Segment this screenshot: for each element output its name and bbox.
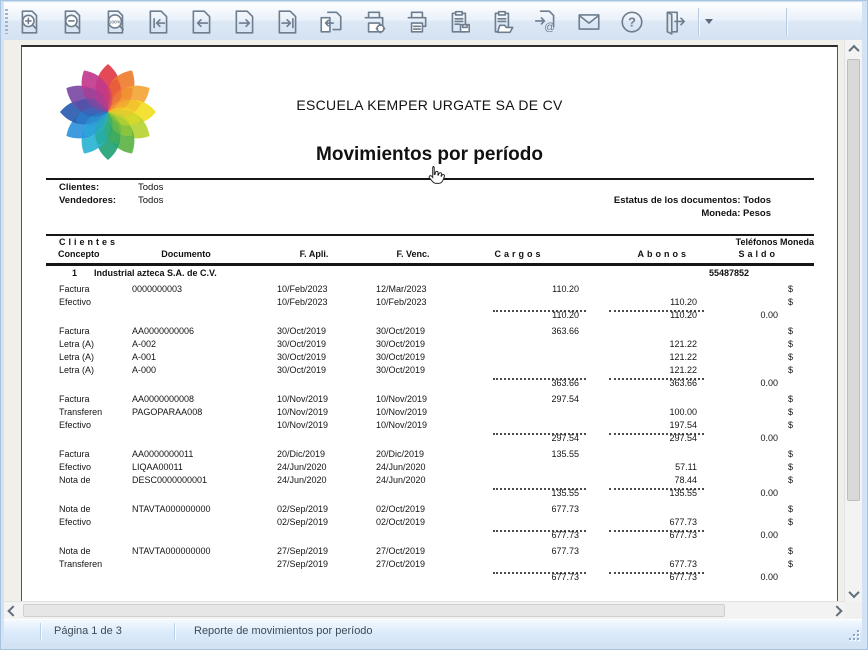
table-row — [22, 419, 837, 432]
subtotal-cargo: 110.20 — [552, 310, 579, 320]
row-documento: NTAVTA000000000 — [132, 546, 211, 556]
row-fecha-vencimiento: 10/Nov/2019 — [376, 407, 428, 417]
subtotal-saldo: 0.00 — [760, 530, 778, 540]
row-fecha-aplicacion: 27/Sep/2019 — [277, 559, 329, 569]
row-fecha-aplicacion: 10/Feb/2023 — [277, 284, 328, 294]
row-documento: AA0000000008 — [132, 394, 195, 404]
row-fecha-aplicacion: 20/Dic/2019 — [277, 449, 326, 459]
subtotal-row — [22, 529, 837, 542]
row-fecha-aplicacion: 02/Sep/2019 — [277, 504, 329, 514]
print-setup-button[interactable] — [354, 6, 394, 37]
help-button[interactable] — [612, 6, 652, 37]
svg-text:@: @ — [544, 21, 556, 34]
status-separator-2 — [174, 623, 175, 640]
row-moneda: $ — [787, 407, 793, 417]
row-fecha-aplicacion: 24/Jun/2020 — [277, 475, 327, 485]
row-documento: LIQAA00011 — [132, 462, 183, 472]
table-row — [22, 545, 837, 558]
subtotal-cargo: 135.55 — [551, 488, 579, 498]
vertical-scroll-thumb[interactable] — [847, 59, 860, 501]
subtotal-abono: 135.55 — [669, 488, 697, 498]
column-header-cargos: Cargos — [494, 249, 544, 259]
header-bottom-rule — [46, 263, 814, 266]
chevron-left-icon — [7, 605, 18, 616]
table-row — [22, 296, 837, 309]
subtotal-abono: 677.73 — [669, 530, 697, 540]
row-fecha-vencimiento: 02/Oct/2019 — [376, 517, 426, 527]
column-header-telefonos-moneda — [622, 237, 814, 247]
horizontal-scrollbar[interactable] — [4, 601, 845, 619]
send-document-button[interactable] — [526, 6, 566, 37]
subtotal-abono: 110.20 — [670, 310, 697, 320]
row-fecha-aplicacion: 10/Nov/2019 — [277, 420, 329, 430]
subtotal-row — [22, 309, 837, 322]
row-cargo: 297.54 — [551, 394, 579, 404]
row-fecha-vencimiento: 30/Oct/2019 — [376, 365, 426, 375]
row-moneda: $ — [787, 559, 793, 569]
row-fecha-aplicacion: 10/Feb/2023 — [277, 297, 328, 307]
estatus-filter: Estatus de los documentos: Todos — [613, 195, 771, 206]
zoom-out-button[interactable] — [53, 6, 93, 37]
row-abono: 677.73 — [669, 559, 697, 569]
table-row — [22, 474, 837, 487]
report-viewport — [4, 40, 862, 619]
last-page-button[interactable] — [268, 6, 308, 37]
row-moneda: $ — [787, 339, 793, 349]
row-abono: 121.22 — [669, 339, 697, 349]
row-fecha-aplicacion: 30/Oct/2019 — [277, 365, 327, 375]
scroll-down-button[interactable] — [845, 585, 862, 602]
row-moneda: $ — [787, 462, 793, 472]
row-moneda: $ — [787, 517, 793, 527]
row-abono: 100.00 — [669, 407, 697, 417]
table-row — [22, 503, 837, 516]
toolbar-separator-2 — [786, 8, 787, 35]
vendedores-label: Vendedores: — [59, 195, 117, 206]
table-row — [22, 558, 837, 571]
row-cargo: 135.55 — [551, 449, 579, 459]
row-fecha-vencimiento: 24/Jun/2020 — [376, 462, 426, 472]
row-fecha-aplicacion: 30/Oct/2019 — [277, 339, 327, 349]
chevron-down-icon — [848, 586, 859, 597]
subtotal-cargo: 677.73 — [551, 530, 579, 540]
exit-button[interactable] — [655, 6, 695, 37]
table-row — [22, 325, 837, 338]
table-row — [22, 516, 837, 529]
row-cargo: 363.66 — [551, 326, 579, 336]
status-report-description: Reporte de movimientos por período — [194, 625, 373, 637]
row-concepto: Nota de — [59, 546, 91, 556]
row-fecha-vencimiento: 27/Oct/2019 — [376, 559, 426, 569]
next-page-button[interactable] — [225, 6, 265, 37]
email-button[interactable] — [569, 6, 609, 37]
row-abono: 110.20 — [670, 297, 697, 307]
row-fecha-aplicacion: 24/Jun/2020 — [277, 462, 327, 472]
table-row — [22, 406, 837, 419]
row-documento: A-000 — [132, 365, 157, 375]
row-concepto: Factura — [59, 284, 90, 294]
clientes-value: Todos — [138, 182, 164, 193]
clientes-label: Clientes: — [59, 182, 100, 193]
row-fecha-vencimiento: 24/Jun/2020 — [376, 475, 426, 485]
row-fecha-aplicacion: 30/Oct/2019 — [277, 352, 327, 362]
row-moneda: $ — [787, 284, 793, 294]
row-fecha-vencimiento: 12/Mar/2023 — [376, 284, 427, 294]
row-fecha-vencimiento: 30/Oct/2019 — [376, 339, 426, 349]
toolbar-separator — [698, 8, 699, 35]
save-report-button[interactable] — [440, 6, 480, 37]
column-header-abonos: Abonos — [637, 249, 689, 259]
row-fecha-aplicacion: 10/Nov/2019 — [277, 407, 329, 417]
row-abono: 197.54 — [669, 420, 697, 430]
subtotal-saldo: 0.00 — [760, 488, 778, 498]
row-documento: NTAVTA000000000 — [132, 504, 211, 514]
row-concepto: Efectivo — [59, 517, 92, 527]
subtotal-row — [22, 487, 837, 500]
subtotal-row — [22, 571, 837, 584]
row-moneda: $ — [787, 352, 793, 362]
zoom-100-button[interactable] — [96, 6, 136, 37]
subtotal-saldo: 0.00 — [760, 572, 778, 582]
svg-text:?: ? — [628, 14, 636, 30]
row-concepto: Letra (A) — [59, 352, 95, 362]
group-number: 1 — [72, 268, 78, 278]
table-row — [22, 283, 837, 296]
column-header-f-apli: F. Apli. — [299, 249, 329, 259]
row-moneda: $ — [787, 326, 793, 336]
table-row — [22, 338, 837, 351]
subtotal-saldo: 0.00 — [760, 378, 778, 388]
row-moneda: $ — [787, 504, 793, 514]
subtotal-cargo: 297.54 — [551, 433, 579, 443]
print-button[interactable] — [397, 6, 437, 37]
row-concepto: Factura — [59, 326, 90, 336]
row-moneda: $ — [787, 546, 793, 556]
vertical-scrollbar[interactable] — [844, 40, 862, 602]
row-documento: A-001 — [132, 352, 157, 362]
row-fecha-vencimiento: 30/Oct/2019 — [376, 326, 426, 336]
row-fecha-vencimiento: 10/Nov/2019 — [376, 394, 428, 404]
subtotal-saldo: 0.00 — [760, 433, 778, 443]
row-concepto: Nota de — [59, 504, 91, 514]
row-documento: AA0000000011 — [132, 449, 194, 459]
row-fecha-vencimiento: 27/Oct/2019 — [376, 546, 426, 556]
movements-table — [22, 283, 837, 587]
table-row — [22, 448, 837, 461]
report-title: Movimientos por período — [316, 144, 543, 165]
toolbar-grip[interactable] — [5, 9, 8, 34]
row-fecha-vencimiento: 10/Nov/2019 — [376, 420, 428, 430]
svg-text:100%: 100% — [108, 19, 122, 26]
group-client-name: Industrial azteca S.A. de C.V. — [94, 268, 217, 278]
scrollbar-corner — [845, 602, 862, 619]
open-report-button[interactable] — [483, 6, 523, 37]
scroll-up-button[interactable] — [845, 40, 862, 57]
row-fecha-vencimiento: 10/Feb/2023 — [376, 297, 427, 307]
column-header-telefonos: Teléfonos — [735, 237, 778, 247]
hand-cursor-icon — [425, 163, 447, 189]
column-header-f-venc: F. Venc. — [396, 249, 430, 259]
row-fecha-vencimiento: 20/Dic/2019 — [376, 449, 425, 459]
subtotal-abono: 677.73 — [669, 572, 697, 582]
row-fecha-aplicacion: 10/Nov/2019 — [277, 394, 329, 404]
subtotal-abono: 363.66 — [669, 378, 697, 388]
row-concepto: Letra (A) — [59, 339, 95, 349]
row-concepto: Transferen — [59, 407, 103, 417]
row-fecha-aplicacion: 02/Sep/2019 — [277, 517, 329, 527]
subtotal-cargo: 677.73 — [551, 572, 579, 582]
subtotal-cargo: 363.66 — [551, 378, 579, 388]
company-name: ESCUELA KEMPER URGATE SA DE CV — [296, 97, 563, 113]
row-documento: A-002 — [132, 339, 157, 349]
column-header-concepto: Concepto — [58, 249, 100, 259]
previous-page-button[interactable] — [182, 6, 222, 37]
horizontal-scroll-thumb[interactable] — [23, 604, 725, 617]
row-concepto: Letra (A) — [59, 365, 95, 375]
row-fecha-vencimiento: 30/Oct/2019 — [376, 352, 426, 362]
group-telefono: 55487852 — [708, 268, 749, 278]
header-top-rule — [46, 234, 814, 236]
row-abono: 677.73 — [669, 517, 697, 527]
row-abono: 121.22 — [669, 352, 697, 362]
table-row — [22, 364, 837, 377]
zoom-in-button[interactable] — [10, 6, 50, 37]
subtotal-saldo: 0.00 — [760, 310, 778, 320]
row-documento: PAGOPARAA008 — [132, 407, 203, 417]
row-moneda: $ — [787, 297, 793, 307]
row-moneda: $ — [787, 365, 793, 375]
status-page-indicator: Página 1 de 3 — [54, 625, 122, 637]
copy-page-button[interactable] — [311, 6, 351, 37]
row-fecha-vencimiento: 02/Oct/2019 — [376, 504, 426, 514]
subtotal-row — [22, 377, 837, 390]
column-header-moneda: Moneda — [779, 237, 814, 247]
row-documento: DESC0000000001 — [132, 475, 208, 485]
row-concepto: Transferen — [59, 559, 103, 569]
subtotal-abono: 297.54 — [669, 433, 697, 443]
chevron-right-icon — [831, 605, 842, 616]
moneda-filter: Moneda: Pesos — [701, 208, 771, 219]
row-abono: 57.11 — [675, 462, 697, 472]
column-header-documento: Documento — [161, 249, 211, 259]
scroll-left-button[interactable] — [4, 602, 21, 619]
row-moneda: $ — [787, 420, 793, 430]
row-fecha-aplicacion: 27/Sep/2019 — [277, 546, 329, 556]
column-header-saldo: Saldo — [738, 249, 778, 259]
row-abono: 121.22 — [669, 365, 697, 375]
table-row — [22, 351, 837, 364]
table-row — [22, 393, 837, 406]
row-concepto: Efectivo — [59, 420, 92, 430]
toolbar-overflow-icon — [705, 19, 713, 24]
row-abono: 78.44 — [674, 475, 697, 485]
first-page-button[interactable] — [139, 6, 179, 37]
row-documento: AA0000000006 — [132, 326, 195, 336]
row-concepto: Nota de — [59, 475, 91, 485]
row-cargo: 677.73 — [551, 546, 579, 556]
vendedores-value: Todos — [138, 195, 164, 206]
table-row — [22, 461, 837, 474]
row-fecha-aplicacion: 30/Oct/2019 — [277, 326, 327, 336]
row-moneda: $ — [787, 394, 793, 404]
status-separator-1 — [40, 623, 41, 640]
row-concepto: Factura — [59, 394, 90, 404]
subtotal-row — [22, 432, 837, 445]
row-concepto: Efectivo — [59, 462, 92, 472]
report-page — [21, 45, 838, 605]
row-cargo: 110.20 — [552, 284, 579, 294]
toolbar — [4, 2, 862, 41]
status-bar — [4, 619, 862, 643]
toolbar-overflow-button[interactable] — [701, 6, 717, 37]
row-concepto: Factura — [59, 449, 90, 459]
row-moneda: $ — [787, 475, 793, 485]
scroll-right-button[interactable] — [828, 602, 845, 619]
chevron-up-icon — [848, 44, 859, 55]
row-moneda: $ — [787, 449, 793, 459]
column-header-clientes: Clientes — [59, 237, 119, 247]
row-documento: 0000000003 — [132, 284, 183, 294]
row-concepto: Efectivo — [59, 297, 92, 307]
row-cargo: 677.73 — [551, 504, 579, 514]
resize-grip[interactable] — [847, 628, 859, 640]
